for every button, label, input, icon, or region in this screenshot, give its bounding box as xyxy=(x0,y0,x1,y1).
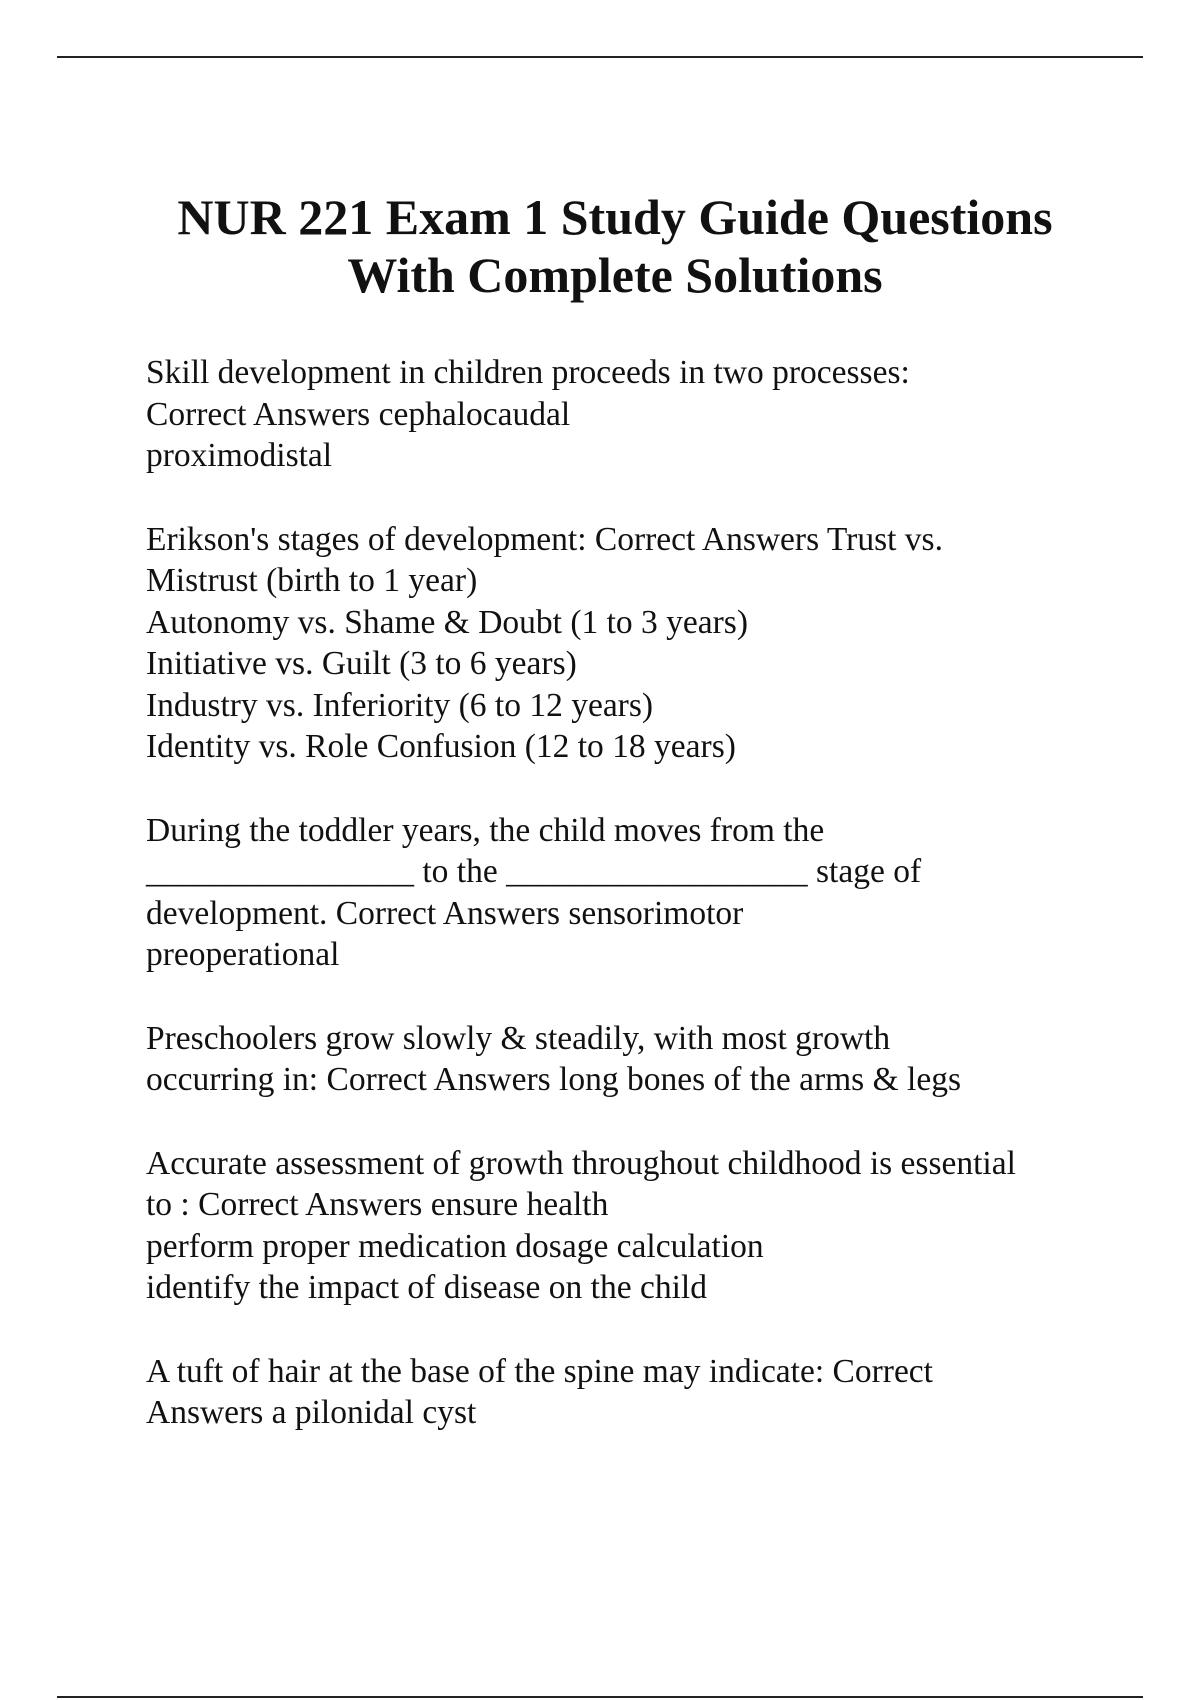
text-line: Initiative vs. Guilt (3 to 6 years) xyxy=(146,645,577,682)
qa-item-skill-development xyxy=(146,352,1146,477)
text-line: Accurate assessment of growth throughout childhood is essential xyxy=(146,1144,1016,1182)
text-line: occurring in: Correct Answers long bones of the arms & legs xyxy=(146,1061,961,1098)
text-line: Mistrust (birth to 1 year) xyxy=(146,562,478,599)
text-line: proximodistal xyxy=(146,437,333,474)
text-line: development. Correct Answers sensorimotor xyxy=(146,894,744,932)
text-line: ________________ to the __________________ stage of xyxy=(146,853,922,890)
qa-item-growth-assessment xyxy=(146,1143,1146,1309)
top-rule xyxy=(57,56,1143,58)
text-line: Preschoolers grow slowly & steadily, with most growth xyxy=(146,1019,891,1057)
text-line: identify the impact of disease on the child xyxy=(146,1269,707,1306)
text-line: During the toddler years, the child moves from the xyxy=(146,811,825,849)
text-line: Autonomy vs. Shame & Doubt (1 to 3 years) xyxy=(146,603,749,641)
text-line: Correct Answers cephalocaudal xyxy=(146,395,571,433)
document-body xyxy=(146,352,1146,1476)
page-title xyxy=(80,188,1150,304)
text-line: Answers a pilonidal cyst xyxy=(146,1394,477,1431)
text-line: Skill development in children proceeds in two processes: xyxy=(146,354,910,391)
text-line: perform proper medication dosage calculation xyxy=(146,1227,764,1265)
text-line: A tuft of hair at the base of the spine may indicate: Correct xyxy=(146,1352,933,1390)
bottom-rule xyxy=(57,1696,1143,1698)
title-line-2: With Complete Solutions xyxy=(347,247,883,303)
qa-item-toddler-stage xyxy=(146,810,1146,976)
title-line-1: NUR 221 Exam 1 Study Guide Questions xyxy=(177,189,1053,245)
text-line: Identity vs. Role Confusion (12 to 18 years) xyxy=(146,728,736,765)
text-line: Industry vs. Inferiority (6 to 12 years) xyxy=(146,686,654,724)
qa-item-tuft-of-hair xyxy=(146,1351,1146,1434)
qa-item-preschool-growth xyxy=(146,1018,1146,1101)
qa-item-erikson-stages xyxy=(146,519,1146,768)
text-line: Erikson's stages of development: Correct Answers Trust vs. xyxy=(146,520,943,558)
text-line: preoperational xyxy=(146,936,340,973)
text-line: to : Correct Answers ensure health xyxy=(146,1186,609,1223)
